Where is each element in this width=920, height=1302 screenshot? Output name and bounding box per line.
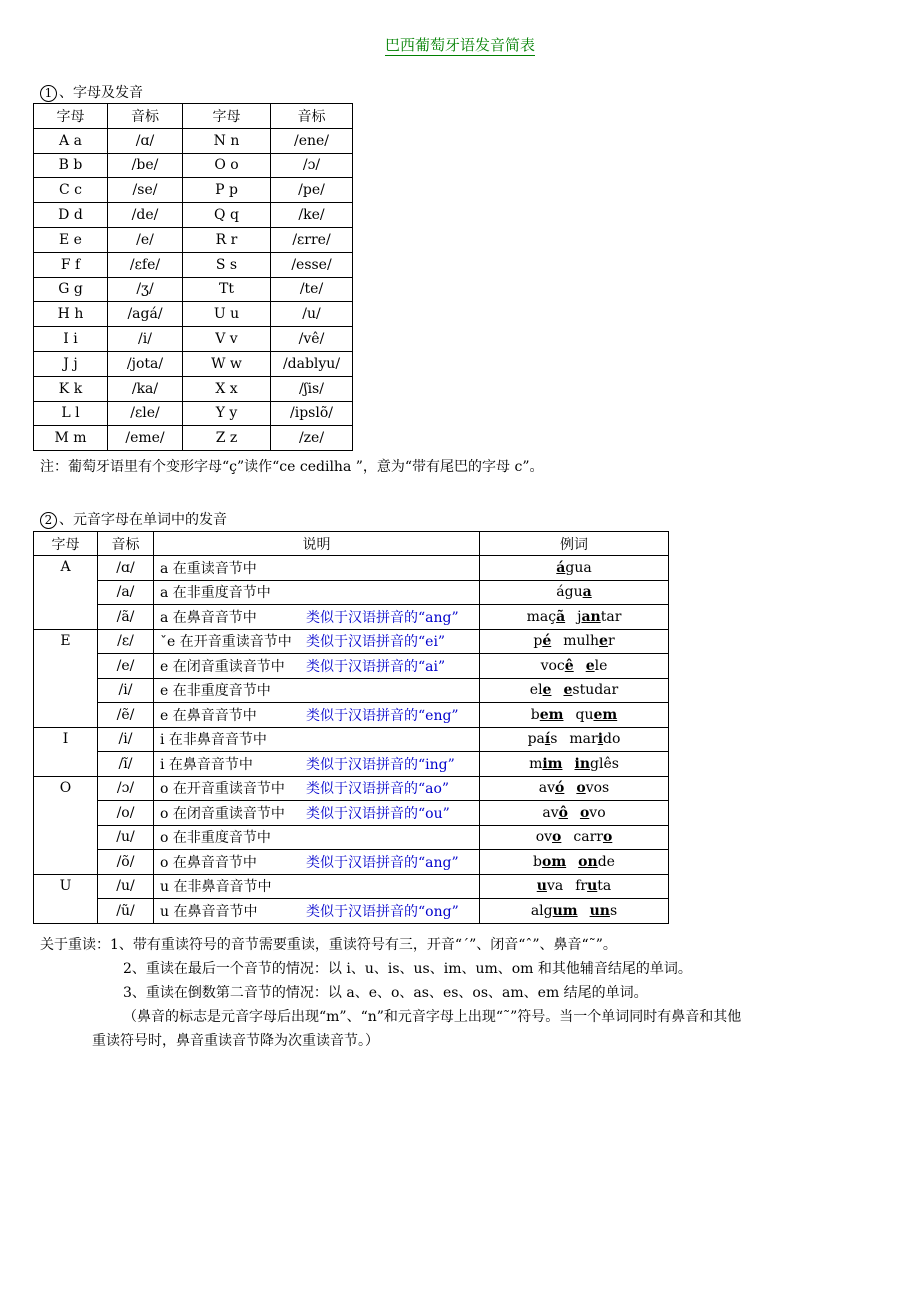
word-part: vo [589, 804, 606, 821]
nasal-note-2: 重读符号时，鼻音重读音节降为次重读音节。） [92, 1033, 379, 1049]
stressed-syllable: em [539, 706, 564, 723]
ipa-cell: /ɑ/ [108, 128, 183, 153]
letter-cell: M m [34, 426, 108, 451]
stressed-syllable: u [587, 878, 598, 895]
stressed-syllable: í [544, 731, 551, 748]
alphabet-row [34, 153, 353, 178]
nasal-note-1: （鼻音的标志是元音字母后出现“m”、“n”和元音字母上出现“˜”符号。当一个单词同时有鼻音和其他 [123, 1009, 742, 1025]
example-word [577, 609, 621, 625]
vowel-row [34, 556, 669, 581]
section2-number: 2 [40, 512, 57, 529]
example-word [542, 805, 568, 821]
word-part: m [529, 755, 543, 772]
word-part: mar [569, 731, 598, 748]
alphabet-row [34, 401, 353, 426]
alphabet-row [34, 302, 353, 327]
header-cell: 说明 [154, 532, 480, 556]
vowel-ipa-cell: /ã/ [98, 605, 154, 630]
example-word [537, 878, 563, 894]
word-part: el [529, 682, 543, 699]
word-part: p [533, 633, 543, 650]
word-part: b [533, 853, 543, 870]
stressed-syllable: ô [558, 804, 568, 821]
example-word [541, 658, 574, 674]
example-cell [480, 899, 669, 924]
word-part: mulh [563, 633, 600, 650]
stressed-syllable: o [579, 804, 590, 821]
header-cell: 字母 [183, 104, 271, 129]
stressed-syllable: ó [555, 780, 565, 797]
word-part: s [550, 731, 558, 748]
word-part: fr [575, 878, 588, 895]
letter-cell: H h [34, 302, 108, 327]
alphabet-row [34, 203, 353, 228]
vowel-ipa-cell: /i/ [98, 727, 154, 752]
vowel-desc-cell [154, 801, 480, 826]
ipa-cell: /se/ [108, 178, 183, 203]
word-part: do [603, 731, 621, 748]
vowel-desc-cell [154, 580, 480, 605]
desc-text: e 在闭音重读音节中 [160, 658, 285, 675]
example-cell [480, 801, 669, 826]
alphabet-row [34, 351, 353, 376]
example-word [556, 584, 591, 600]
desc-text: i 在鼻音音节中 [160, 756, 253, 773]
vowel-ipa-cell: /ɔ/ [98, 776, 154, 801]
word-part: b [530, 706, 540, 723]
header-cell: 音标 [108, 104, 183, 129]
vowel-letter-cell: A [34, 556, 98, 630]
word-part: carr [573, 829, 603, 846]
letter-cell: L l [34, 401, 108, 426]
example-word [533, 633, 551, 649]
example-word [578, 854, 615, 870]
vowel-letter-cell: U [34, 874, 98, 923]
letter-cell: K k [34, 376, 108, 401]
vowel-ipa-cell: /ẽ/ [98, 703, 154, 728]
example-word [575, 707, 617, 723]
vowel-row [34, 752, 669, 777]
ipa-cell: /be/ [108, 153, 183, 178]
vowel-desc-cell [154, 899, 480, 924]
word-part: j [577, 608, 582, 625]
stressed-syllable: i [597, 731, 604, 748]
letter-cell: B b [34, 153, 108, 178]
word-part: vos [585, 780, 610, 797]
example-word [556, 560, 591, 576]
example-word [590, 903, 618, 919]
word-part: r [607, 633, 615, 650]
example-word [533, 854, 566, 870]
pinyin-hint: 类似于汉语拼音的“ao” [306, 781, 450, 798]
vowel-row [34, 825, 669, 850]
word-part: le [594, 657, 608, 674]
example-cell [480, 678, 669, 703]
vowel-row [34, 850, 669, 875]
page-title: 巴西葡萄牙语发音简表 [384, 36, 535, 54]
letter-cell: G g [34, 277, 108, 302]
ipa-cell: /pe/ [271, 178, 353, 203]
example-cell [480, 727, 669, 752]
stress-rule-2: 2、重读在最后一个音节的情况：以 i、u、is、us、im、um、om 和其他辅音结尾的单词。 [123, 961, 692, 977]
vowel-ipa-cell: /ɑ/ [98, 556, 154, 581]
alphabet-row [34, 178, 353, 203]
letter-cell: F f [34, 252, 108, 277]
example-word [575, 756, 619, 772]
ipa-cell: /εrre/ [271, 227, 353, 252]
example-cell [480, 580, 669, 605]
vowel-table [33, 531, 669, 924]
stressed-syllable: om [542, 853, 567, 870]
stressed-syllable: á [556, 559, 566, 576]
stress-rule-3: 3、重读在倒数第二音节的情况：以 a、e、o、as、es、os、am、em 结尾的单词。 [123, 985, 648, 1001]
stressed-syllable: o [576, 780, 586, 797]
ipa-cell: /eme/ [108, 426, 183, 451]
example-word [563, 633, 614, 649]
example-word [529, 756, 562, 772]
pinyin-hint: 类似于汉语拼音的“ei” [306, 634, 446, 651]
word-part: ta [597, 878, 612, 895]
vowel-ipa-cell: /ũ/ [98, 899, 154, 924]
vowel-desc-cell [154, 556, 480, 581]
vowel-ipa-cell: /e/ [98, 654, 154, 679]
stressed-syllable: in [574, 755, 590, 772]
example-cell [480, 654, 669, 679]
example-word [531, 903, 578, 919]
vowel-row [34, 874, 669, 899]
vowel-ipa-cell: /i/ [98, 678, 154, 703]
stressed-syllable: on [578, 853, 598, 870]
vowel-ipa-cell: /u/ [98, 874, 154, 899]
pinyin-hint: 类似于汉语拼音的“ong” [306, 903, 459, 920]
pinyin-hint: 类似于汉语拼音的“ang” [306, 609, 459, 626]
alphabet-row [34, 277, 353, 302]
letter-cell: Z z [183, 426, 271, 451]
desc-text: o 在鼻音音节中 [160, 854, 257, 871]
example-word [531, 707, 564, 723]
vowel-row [34, 580, 669, 605]
example-word [569, 731, 620, 747]
letter-cell: S s [183, 252, 271, 277]
ipa-cell: /ipslõ/ [271, 401, 353, 426]
ipa-cell: /e/ [108, 227, 183, 252]
word-part: va [546, 878, 564, 895]
desc-text: e 在非重度音节中 [160, 683, 271, 700]
ipa-cell: /jota/ [108, 351, 183, 376]
stressed-syllable: un [589, 902, 610, 919]
vowel-row [34, 727, 669, 752]
desc-text: e 在鼻音音节中 [160, 707, 257, 724]
letter-cell: A a [34, 128, 108, 153]
stress-rules [40, 933, 880, 1053]
alphabet-row [34, 128, 353, 153]
example-word [539, 780, 565, 796]
stressed-syllable: um [552, 902, 578, 919]
pinyin-hint: 类似于汉语拼音的“ang” [306, 854, 459, 871]
ipa-cell: /εle/ [108, 401, 183, 426]
alphabet-row [34, 252, 353, 277]
letter-cell: W w [183, 351, 271, 376]
vowel-row [34, 605, 669, 630]
word-part: av [538, 780, 556, 797]
vowel-row [34, 899, 669, 924]
vowel-letter-cell: E [34, 629, 98, 727]
letter-cell: I i [34, 327, 108, 352]
letter-cell: N n [183, 128, 271, 153]
header-cell: 字母 [34, 532, 98, 556]
desc-text: u 在非鼻音音节中 [160, 879, 272, 896]
stressed-syllable: u [536, 878, 547, 895]
letter-cell: Q q [183, 203, 271, 228]
example-cell [480, 874, 669, 899]
letter-cell: E e [34, 227, 108, 252]
alphabet-table [33, 103, 353, 451]
vowel-desc-cell [154, 874, 480, 899]
ipa-cell: /ke/ [271, 203, 353, 228]
vowel-ipa-cell: /o/ [98, 801, 154, 826]
ipa-cell: /ʒ/ [108, 277, 183, 302]
word-part: águ [556, 584, 583, 601]
vowel-desc-cell [154, 654, 480, 679]
word-part: qu [575, 706, 594, 723]
vowel-letter-cell: O [34, 776, 98, 874]
alphabet-header-row [34, 104, 353, 129]
example-cell [480, 629, 669, 654]
letter-cell: U u [183, 302, 271, 327]
section1-number: 1 [40, 85, 57, 102]
stressed-syllable: ê [564, 657, 574, 674]
word-part: av [542, 804, 559, 821]
example-word [536, 829, 562, 845]
example-cell [480, 605, 669, 630]
ipa-cell: /εfe/ [108, 252, 183, 277]
example-cell [480, 776, 669, 801]
example-word [527, 609, 566, 625]
stressed-syllable: im [542, 755, 563, 772]
vowel-row [34, 801, 669, 826]
stressed-syllable: é [542, 633, 552, 650]
vowel-ipa-cell: /u/ [98, 825, 154, 850]
desc-text: ˇe 在开音重读音节中 [160, 634, 292, 651]
stressed-syllable: e [563, 682, 573, 699]
pinyin-hint: 类似于汉语拼音的“ou” [306, 805, 450, 822]
vowel-row [34, 654, 669, 679]
vowel-row [34, 678, 669, 703]
letter-cell: X x [183, 376, 271, 401]
word-part: ov [535, 829, 553, 846]
vowel-ipa-cell: /ĩ/ [98, 752, 154, 777]
ipa-cell: /vê/ [271, 327, 353, 352]
desc-text: i 在非鼻音音节中 [160, 732, 267, 749]
ipa-cell: /u/ [271, 302, 353, 327]
alphabet-row [34, 426, 353, 451]
letter-cell: C c [34, 178, 108, 203]
word-part: pa [527, 731, 545, 748]
stressed-syllable: o [602, 829, 613, 846]
stressed-syllable: e [542, 682, 552, 699]
vowel-row [34, 629, 669, 654]
vowel-desc-cell [154, 629, 480, 654]
example-word [576, 780, 609, 796]
word-part: s [609, 902, 618, 919]
ipa-cell: /dablyu/ [271, 351, 353, 376]
stressed-syllable: e [599, 633, 608, 650]
pinyin-hint: 类似于汉语拼音的“ai” [306, 658, 446, 675]
example-cell [480, 850, 669, 875]
ipa-cell: /te/ [271, 277, 353, 302]
vowel-header-row [34, 532, 669, 556]
vowel-ipa-cell: /ε/ [98, 629, 154, 654]
pinyin-hint: 类似于汉语拼音的“ing” [306, 756, 455, 773]
word-part: voc [540, 657, 565, 674]
example-word [573, 829, 612, 845]
vowel-desc-cell [154, 605, 480, 630]
vowel-desc-cell [154, 727, 480, 752]
vowel-desc-cell [154, 703, 480, 728]
section2-heading: 2 、元音字母在单词中的发音 [40, 509, 227, 529]
word-part: de [597, 853, 615, 870]
desc-text: u 在鼻音音节中 [160, 903, 258, 920]
stressed-syllable: ã [556, 608, 566, 625]
header-cell: 例词 [480, 532, 669, 556]
letter-cell: Tt [183, 277, 271, 302]
alphabet-row [34, 327, 353, 352]
vowel-desc-cell [154, 678, 480, 703]
desc-text: a 在鼻音音节中 [160, 609, 257, 626]
ipa-cell: /esse/ [271, 252, 353, 277]
header-cell: 音标 [271, 104, 353, 129]
vowel-desc-cell [154, 850, 480, 875]
ipa-cell: /ene/ [271, 128, 353, 153]
example-word [575, 878, 611, 894]
header-cell: 字母 [34, 104, 108, 129]
vowel-desc-cell [154, 825, 480, 850]
example-word [586, 658, 608, 674]
ipa-cell: /de/ [108, 203, 183, 228]
letter-cell: O o [183, 153, 271, 178]
alphabet-row [34, 376, 353, 401]
letter-cell: P p [183, 178, 271, 203]
desc-text: o 在非重度音节中 [160, 830, 271, 847]
example-word [580, 805, 606, 821]
stressed-syllable: em [593, 706, 618, 723]
word-part: alg [530, 902, 553, 919]
alphabet-rows [34, 128, 353, 450]
stressed-syllable: e [585, 657, 595, 674]
letter-cell: J j [34, 351, 108, 376]
desc-text: a 在重读音节中 [160, 560, 257, 577]
letter-cell: R r [183, 227, 271, 252]
vowel-letter-cell: I [34, 727, 98, 776]
letter-cell: D d [34, 203, 108, 228]
stressed-syllable: o [552, 829, 562, 846]
example-cell [480, 703, 669, 728]
desc-text: o 在开音重读音节中 [160, 781, 285, 798]
header-cell: 音标 [98, 532, 154, 556]
vowel-rows [34, 556, 669, 924]
section1-heading: 1 、字母及发音 [40, 82, 143, 102]
alphabet-row [34, 227, 353, 252]
word-part: tar [600, 608, 622, 625]
ipa-cell: /ze/ [271, 426, 353, 451]
ipa-cell: /agá/ [108, 302, 183, 327]
word-part: maç [526, 608, 557, 625]
example-word [528, 731, 558, 747]
word-part: glês [590, 755, 619, 772]
example-cell [480, 556, 669, 581]
vowel-row [34, 703, 669, 728]
example-word [530, 682, 552, 698]
desc-text: a 在非重度音节中 [160, 585, 271, 602]
ipa-cell: /ɔ/ [271, 153, 353, 178]
cedilla-note: 注：葡萄牙语里有个变形字母“ç”读作“ce cedilha ”，意为“带有尾巴的字母 c”。 [40, 459, 544, 475]
word-part: gua [565, 559, 592, 576]
vowel-desc-cell [154, 752, 480, 777]
ipa-cell: /i/ [108, 327, 183, 352]
vowel-row [34, 776, 669, 801]
letter-cell: V v [183, 327, 271, 352]
example-word [563, 682, 618, 698]
example-cell [480, 825, 669, 850]
vowel-ipa-cell: /õ/ [98, 850, 154, 875]
stressed-syllable: a [582, 584, 592, 601]
stress-rule-1: 关于重读：1、带有重读符号的音节需要重读，重读符号有三，开音“ˊ”、闭音“ˆ”、鼻音“˜”。 [40, 937, 617, 953]
example-cell [480, 752, 669, 777]
desc-text: o 在闭音重读音节中 [160, 805, 285, 822]
ipa-cell: /ʃis/ [271, 376, 353, 401]
word-part: studar [572, 682, 619, 699]
letter-cell: Y y [183, 401, 271, 426]
ipa-cell: /ka/ [108, 376, 183, 401]
vowel-ipa-cell: /a/ [98, 580, 154, 605]
pinyin-hint: 类似于汉语拼音的“eng” [306, 707, 459, 724]
vowel-desc-cell [154, 776, 480, 801]
stressed-syllable: an [581, 608, 601, 625]
